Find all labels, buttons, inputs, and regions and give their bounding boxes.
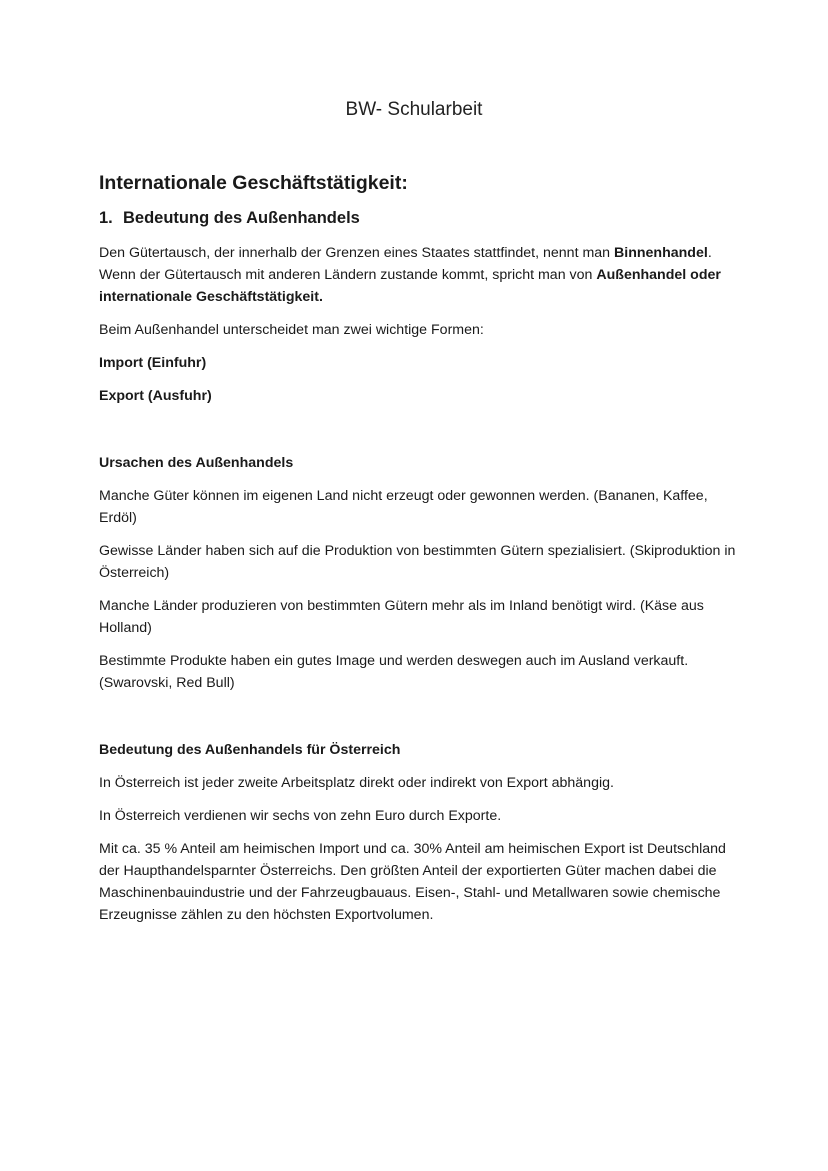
cause-item: Manche Güter können im eigenen Land nicht erzeugt oder gewonnen werden. (Bananen, Kaffee, Erdöl) <box>99 488 708 526</box>
cause-item: Manche Länder produzieren von bestimmten Gütern mehr als im Inland benötigt wird. (Käse aus Holland) <box>99 598 704 636</box>
causes-heading: Ursachen des Außenhandels <box>99 455 294 471</box>
subsection-number: 1. <box>99 209 113 227</box>
cause-item: Gewisse Länder haben sich auf die Produktion von bestimmten Gütern spezialisiert. (Skiproduktion in Österreich) <box>99 543 736 581</box>
intro-text-2: . Wenn der Gütertausch mit anderen Ländern zustande kommt, spricht man von <box>99 245 712 283</box>
intro-text-1: Den Gütertausch, der innerhalb der Grenzen eines Staates stattfindet, nennt man <box>99 245 614 261</box>
intro-paragraph <box>99 242 739 308</box>
austria-heading: Bedeutung des Außenhandels für Österreich <box>99 742 401 758</box>
form-export: Export (Ausfuhr) <box>99 388 212 404</box>
subsection-title: Bedeutung des Außenhandels <box>123 209 360 227</box>
austria-item: In Österreich ist jeder zweite Arbeitsplatz direkt oder indirekt von Export abhängig. <box>99 775 614 791</box>
intro-bold-binnenhandel: Binnenhandel <box>614 245 708 261</box>
section-heading: Internationale Geschäftstätigkeit: <box>99 172 408 194</box>
austria-item: In Österreich verdienen wir sechs von zehn Euro durch Exporte. <box>99 808 502 824</box>
intro-bold-aussenhandel: Außenhandel oder internationale Geschäftstätigkeit. <box>99 267 721 305</box>
austria-item: Mit ca. 35 % Anteil am heimischen Import und ca. 30% Anteil am heimischen Export ist Deutschland der Haupthandelsparnter Österreichs. Den größten Anteil der exportierten Güter machen dabei die Maschinenbauindustrie und der Fahrzeugbauaus. Eisen-, Stahl- und Metallwaren sowie chemische Erzeugnisse zählen zu den höchsten Exportvolumen. <box>99 841 726 923</box>
subsection-heading <box>99 209 739 228</box>
cause-item: Bestimmte Produkte haben ein gutes Image und werden deswegen auch im Ausland verkauft. (Swarovski, Red Bull) <box>99 653 689 691</box>
forms-intro: Beim Außenhandel unterscheidet man zwei wichtige Formen: <box>99 322 484 338</box>
document-body <box>99 172 739 937</box>
form-import: Import (Einfuhr) <box>99 355 207 371</box>
document-title: BW- Schularbeit <box>345 99 483 120</box>
